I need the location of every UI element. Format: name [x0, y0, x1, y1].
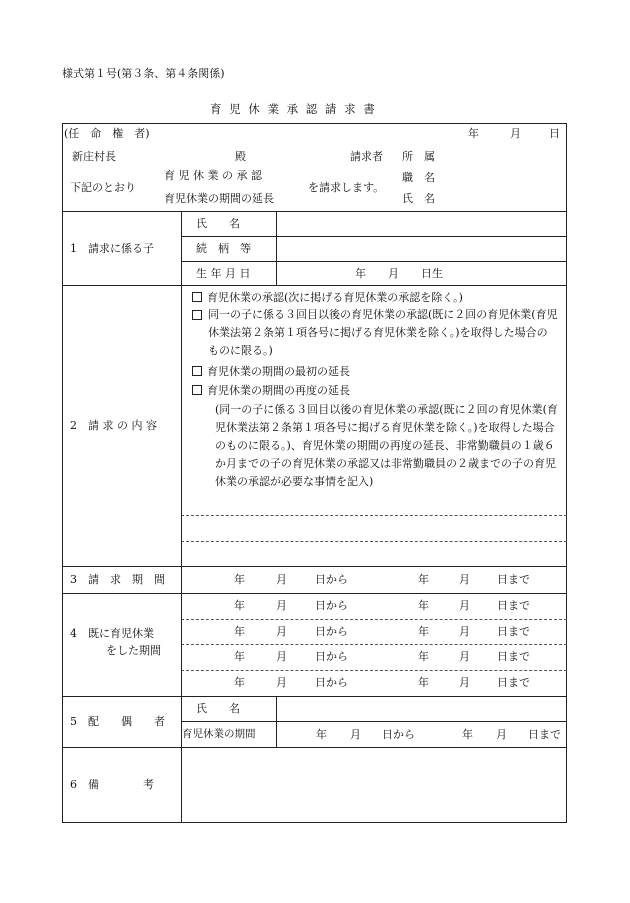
- period-from-year: 年: [234, 625, 245, 638]
- honorific: 殿: [235, 150, 246, 163]
- section2-label: 2 請 求 の 内 容: [70, 419, 157, 432]
- period-to-month: 月: [459, 650, 470, 663]
- period-to-day: 日まで: [497, 650, 530, 663]
- request-suffix: を請求します。: [308, 181, 385, 194]
- section5-label: 5 配 偶 者: [70, 715, 165, 728]
- period-to-year: 年: [418, 625, 429, 638]
- addressee: 新庄村長: [72, 150, 116, 163]
- form-number: 様式第１号(第３条、第４条関係): [62, 67, 225, 80]
- name-label: 氏 名: [402, 192, 435, 205]
- spouse-name-label: 氏 名: [196, 702, 240, 715]
- option-extension: 育児休業の期間の延長: [164, 192, 274, 205]
- period-to-day: 日まで: [497, 625, 530, 638]
- date-month: 月: [510, 127, 521, 140]
- child-birth-value: 年 月 日生: [355, 267, 443, 280]
- period-from-year: 年: [234, 573, 245, 586]
- period-to-day: 日まで: [528, 728, 561, 741]
- period-to-month: 月: [459, 573, 470, 586]
- section4-label-line1: 4 既に育児休業: [70, 627, 154, 640]
- option-approval: 育 児 休 業 の 承 認: [164, 169, 262, 182]
- period-from-month: 月: [276, 573, 287, 586]
- period-from-day: 日から: [315, 625, 348, 638]
- period-to-month: 月: [459, 599, 470, 612]
- child-birth-label: 生 年 月 日: [196, 267, 251, 280]
- period-from-year: 年: [234, 599, 245, 612]
- checkbox-icon[interactable]: [192, 310, 202, 320]
- affiliation-label: 所 属: [402, 150, 435, 163]
- period-from-month: 月: [276, 650, 287, 663]
- period-from-month: 月: [276, 599, 287, 612]
- section3-label: 3 請 求 期 間: [70, 573, 165, 586]
- child-name-label: 氏 名: [196, 217, 240, 230]
- period-from-year: 年: [234, 676, 245, 689]
- option-1: 育児休業の承認(次に掲げる育児休業の承認を除く。): [192, 292, 463, 303]
- period-from-day: 日から: [315, 573, 348, 586]
- period-from-day: 日から: [382, 728, 415, 741]
- section1-label: 1 請求に係る子: [70, 242, 154, 255]
- period-from-day: 日から: [315, 650, 348, 663]
- period-from-day: 日から: [315, 599, 348, 612]
- requester-label: 請求者: [350, 150, 383, 163]
- period-from-day: 日から: [315, 676, 348, 689]
- appointing-authority: (任 命 権 者): [64, 127, 150, 140]
- page-title: 育 児 休 業 承 認 請 求 書: [210, 102, 377, 116]
- period-from-year: 年: [234, 650, 245, 663]
- option-4: 育児休業の期間の再度の延長: [192, 385, 350, 396]
- period-from-month: 月: [350, 728, 361, 741]
- date-day: 日: [549, 127, 560, 140]
- period-to-year: 年: [462, 728, 473, 741]
- period-from-year: 年: [316, 728, 327, 741]
- period-to-day: 日まで: [497, 573, 530, 586]
- period-to-year: 年: [418, 676, 429, 689]
- child-relation-label: 続 柄 等: [196, 242, 251, 255]
- period-to-month: 月: [459, 625, 470, 638]
- option-2: 同一の子に係る３回目以後の育児休業の承認(既に２回の育児休業(育児休業法第２条第１項各号に掲げる育児休業を除く。)を取得した場合のものに限る。): [208, 308, 558, 357]
- period-to-day: 日まで: [497, 676, 530, 689]
- section6-label: 6 備 考: [70, 778, 154, 791]
- option-3: 育児休業の期間の最初の延長: [192, 366, 350, 377]
- period-from-month: 月: [276, 676, 287, 689]
- checkbox-icon[interactable]: [192, 366, 202, 376]
- as-follows: 下記のとおり: [70, 181, 136, 194]
- period-to-year: 年: [418, 650, 429, 663]
- section4-label-line2: をした期間: [106, 644, 161, 657]
- period-to-month: 月: [459, 676, 470, 689]
- period-to-year: 年: [418, 599, 429, 612]
- spouse-period-label: 育児休業の期間: [182, 728, 256, 740]
- date-year: 年: [468, 127, 479, 140]
- period-to-day: 日まで: [497, 599, 530, 612]
- option-2-checkbox[interactable]: [192, 310, 207, 321]
- period-from-month: 月: [276, 625, 287, 638]
- period-to-year: 年: [418, 573, 429, 586]
- extension-note: (同一の子に係る３回目以後の育児休業の承認(既に２回の育児休業(育児休業法第２条第１項各号に掲げる育児休業を除く。)を取得した場合のものに限る。)、育児休業の期間の再度の延長、非常勤職員の１歳６か月までの子の育児休業の承認又は非常勤職員の２歳までの子の育児休業の承認が必要な事情を記入): [215, 403, 558, 488]
- checkbox-icon[interactable]: [192, 385, 202, 395]
- position-label: 職 名: [402, 171, 435, 184]
- period-to-month: 月: [496, 728, 507, 741]
- checkbox-icon[interactable]: [192, 292, 202, 302]
